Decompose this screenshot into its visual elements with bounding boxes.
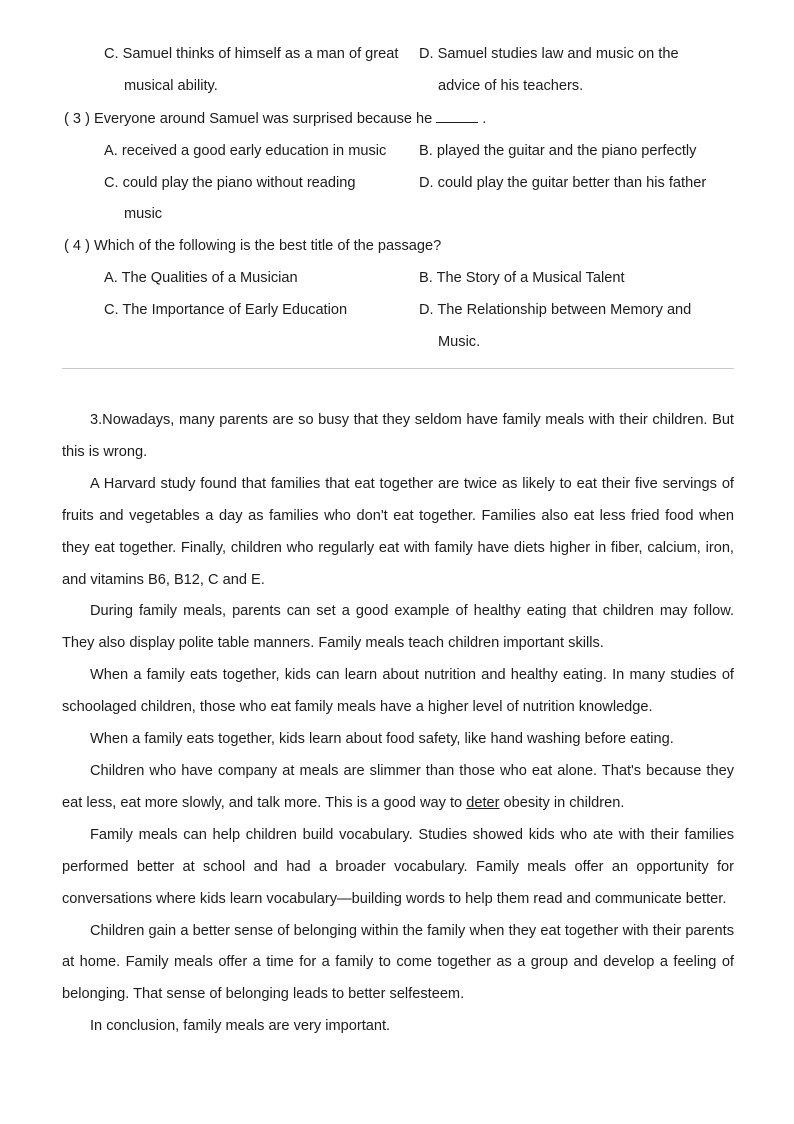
q4-stem: ( 4 ) Which of the following is the best title of the passage?	[64, 238, 442, 254]
q3-option-d: D. could play the guitar better than his father	[419, 175, 707, 191]
passage-paragraph-6	[62, 756, 734, 820]
p6-text-after: obesity in children.	[499, 794, 625, 811]
section-divider	[62, 368, 734, 369]
q3-option-c-line2: music	[124, 206, 163, 222]
q3-stem-text: ( 3 ) Everyone around Samuel was surprised because he	[64, 111, 433, 127]
passage-paragraph-7: Family meals can help children build vocabulary. Studies showed kids who ate with their families performed better at school and had a broader vocabulary. Family meals offer an opportunity for conversations where kids learn vocabulary—building words to help them read and communicate better.	[62, 826, 734, 907]
q3-stem-period: .	[482, 111, 487, 127]
underlined-word: deter	[466, 794, 500, 811]
q2-option-c-line2: musical ability.	[124, 78, 218, 94]
passage-paragraph-5: When a family eats together, kids learn about food safety, like hand washing before eating.	[90, 731, 674, 748]
passage-paragraph-8: Children gain a better sense of belonging within the family when they eat together with their parents at home. Family meals offer a time for a family to come together as a group and develop a feeling of belonging. That sense of belonging leads to better selfesteem.	[62, 922, 734, 1003]
q4-option-a: A. The Qualities of a Musician	[104, 270, 298, 286]
q3-option-a: A. received a good early education in music	[104, 143, 387, 159]
q3-option-c-line1: C. could play the piano without reading	[104, 175, 356, 191]
passage-paragraph-2: A Harvard study found that families that eat together are twice as likely to eat their five servings of fruits and vegetables a day as families who don't eat together. Families also eat less fried food when they eat together. Finally, children who regularly eat with family have diets higher in fiber, calcium, iron, and vitamins B6, B12, C and E.	[62, 475, 734, 588]
q2-option-d-line2: advice of his teachers.	[438, 78, 584, 94]
q4-option-b: B. The Story of a Musical Talent	[419, 270, 625, 286]
q4-option-c: C. The Importance of Early Education	[104, 302, 348, 318]
q4-option-d-line1: D. The Relationship between Memory and	[419, 302, 692, 318]
passage-paragraph-9: In conclusion, family meals are very important.	[90, 1018, 391, 1035]
answer-blank	[436, 108, 478, 123]
q2-option-c-line1: C. Samuel thinks of himself as a man of great	[104, 46, 399, 62]
passage-paragraph-1: 3.Nowadays, many parents are so busy that they seldom have family meals with their children. But this is wrong.	[62, 412, 734, 460]
reading-passage	[62, 405, 734, 1043]
passage-paragraph-3: During family meals, parents can set a good example of healthy eating that children may follow. They also display polite table manners. Family meals teach children important skills.	[62, 603, 734, 652]
p6-text-before: Children who have company at meals are slimmer than those who eat alone. That's because they eat less, eat more slowly, and talk more. This is a good way to	[62, 762, 734, 811]
q4-option-d-line2: Music.	[438, 334, 481, 350]
q2-option-d-line1: D. Samuel studies law and music on the	[419, 46, 679, 62]
q3-stem	[64, 108, 486, 129]
q3-option-b: B. played the guitar and the piano perfectly	[419, 143, 697, 159]
passage-paragraph-4: When a family eats together, kids can learn about nutrition and healthy eating. In many studies of schoolaged children, those who eat family meals have a higher level of nutrition knowledge.	[62, 667, 734, 716]
